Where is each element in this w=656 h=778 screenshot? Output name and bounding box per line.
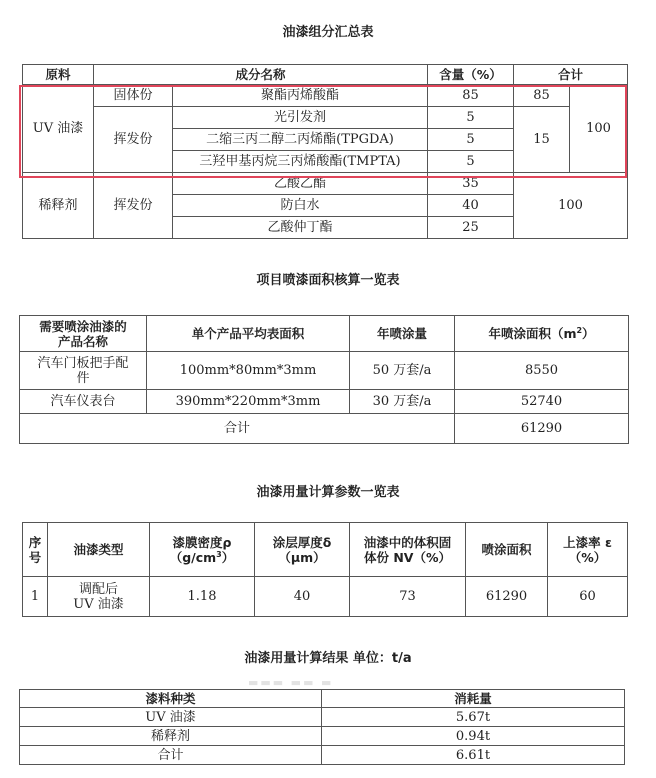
header-annual-area bbox=[455, 316, 629, 352]
header-annual-area-sup: 2 bbox=[576, 325, 583, 335]
header-nv bbox=[350, 523, 466, 577]
param-thickness: 40 bbox=[255, 577, 350, 617]
product-size: 390mm*220mm*3mm bbox=[147, 390, 350, 414]
param-area: 61290 bbox=[466, 577, 548, 617]
solid-label: 固体份 bbox=[94, 85, 173, 107]
header-avg-area: 单个产品平均表面积 bbox=[147, 316, 350, 352]
usage-kind: UV 油漆 bbox=[20, 708, 322, 727]
header-nv-line2: 体份 NV（%） bbox=[363, 549, 451, 565]
volatile-label: 挥发份 bbox=[94, 107, 173, 173]
faded-watermark-text: ▬▬▬ ▬▬ ▬ bbox=[248, 676, 334, 689]
header-product-name bbox=[20, 316, 147, 352]
usage-amount: 0.94t bbox=[322, 727, 625, 746]
diluent-total: 100 bbox=[514, 173, 628, 239]
header-spray-area: 喷涂面积 bbox=[466, 523, 548, 577]
header-density-close: ） bbox=[221, 549, 235, 565]
param-paint-type: 调配后 UV 油漆 bbox=[48, 577, 150, 617]
header-seq-text: 序号 bbox=[28, 534, 42, 565]
product-qty: 30 万套/a bbox=[350, 390, 455, 414]
param-density: 1.18 bbox=[150, 577, 255, 617]
table1-title: 油漆组分汇总表 bbox=[282, 25, 374, 40]
diluent-volatile-label: 挥发份 bbox=[94, 173, 173, 239]
header-paint-type: 油漆类型 bbox=[48, 523, 150, 577]
table2-title: 项目喷漆面积核算一览表 bbox=[256, 273, 400, 288]
component-name: 三羟甲基丙烷三丙烯酸酯(TMPTA) bbox=[173, 151, 428, 173]
header-density bbox=[150, 523, 255, 577]
diluent-component-pct: 35 bbox=[428, 173, 514, 195]
header-rate-line1: 上漆率 ε bbox=[563, 534, 612, 550]
header-density-unit: （g/cm bbox=[169, 549, 217, 565]
header-component: 成分名称 bbox=[94, 65, 428, 85]
diluent-component-pct: 25 bbox=[428, 217, 514, 239]
diluent-label: 稀释剂 bbox=[23, 173, 94, 239]
header-seq bbox=[23, 523, 48, 577]
component-name: 二缩三丙二醇二丙烯酯(TPGDA) bbox=[173, 129, 428, 151]
header-thickness-line1: 涂层厚度δ bbox=[272, 534, 332, 550]
param-nv: 73 bbox=[350, 577, 466, 617]
header-thickness bbox=[255, 523, 350, 577]
usage-kind: 稀释剂 bbox=[20, 727, 322, 746]
diluent-component-name: 防白水 bbox=[173, 195, 428, 217]
header-rate-line2: （%） bbox=[568, 549, 607, 565]
paint-params-table bbox=[22, 522, 628, 617]
diluent-component-name: 乙酸乙酯 bbox=[173, 173, 428, 195]
usage-kind: 合计 bbox=[20, 746, 322, 765]
product-qty: 50 万套/a bbox=[350, 352, 455, 390]
header-thickness-line2: （μm） bbox=[278, 549, 326, 565]
area-total-value: 61290 bbox=[455, 414, 629, 444]
header-annual-qty: 年喷涂量 bbox=[350, 316, 455, 352]
product-area: 8550 bbox=[455, 352, 629, 390]
area-total-label: 合计 bbox=[20, 414, 455, 444]
diluent-component-name: 乙酸仲丁酯 bbox=[173, 217, 428, 239]
usage-amount: 6.61t bbox=[322, 746, 625, 765]
product-area: 52740 bbox=[455, 390, 629, 414]
header-product-name-line2: 产品名称 bbox=[57, 333, 108, 349]
header-nv-line1: 油漆中的体积固 bbox=[363, 534, 452, 550]
header-content: 含量（%） bbox=[428, 65, 514, 85]
spray-area-table bbox=[19, 315, 629, 444]
header-paint-kind: 漆料种类 bbox=[20, 690, 322, 708]
component-pct: 5 bbox=[428, 107, 514, 129]
table3-title: 油漆用量计算参数一览表 bbox=[256, 485, 400, 500]
header-density-line1: 漆膜密度ρ bbox=[172, 534, 232, 550]
header-annual-area-text: 年喷涂面积（m bbox=[488, 326, 577, 341]
table4-title: 油漆用量计算结果 单位：t/a bbox=[244, 651, 412, 666]
header-material: 原料 bbox=[23, 65, 94, 85]
composition-table bbox=[22, 64, 628, 239]
component-name: 光引发剂 bbox=[173, 107, 428, 129]
param-seq: 1 bbox=[23, 577, 48, 617]
header-density-sup: 3 bbox=[216, 549, 222, 559]
component-pct: 5 bbox=[428, 151, 514, 173]
solid-subtotal: 85 bbox=[514, 85, 570, 107]
product-name: 汽车仪表台 bbox=[20, 390, 147, 414]
header-product-name-line1: 需要喷涂油漆的 bbox=[39, 318, 127, 334]
header-total: 合计 bbox=[514, 65, 628, 85]
header-consumption: 消耗量 bbox=[322, 690, 625, 708]
uv-paint-label: UV 油漆 bbox=[23, 85, 94, 173]
header-coating-rate bbox=[548, 523, 628, 577]
uv-total: 100 bbox=[570, 85, 628, 173]
diluent-component-pct: 40 bbox=[428, 195, 514, 217]
component-name: 聚酯丙烯酸酯 bbox=[173, 85, 428, 107]
header-annual-area-close: ） bbox=[582, 326, 595, 341]
paint-usage-table bbox=[19, 689, 625, 765]
component-pct: 85 bbox=[428, 85, 514, 107]
product-size: 100mm*80mm*3mm bbox=[147, 352, 350, 390]
usage-amount: 5.67t bbox=[322, 708, 625, 727]
param-rate: 60 bbox=[548, 577, 628, 617]
product-name: 汽车门板把手配件 bbox=[20, 352, 147, 390]
component-pct: 5 bbox=[428, 129, 514, 151]
volatile-subtotal: 15 bbox=[514, 107, 570, 173]
